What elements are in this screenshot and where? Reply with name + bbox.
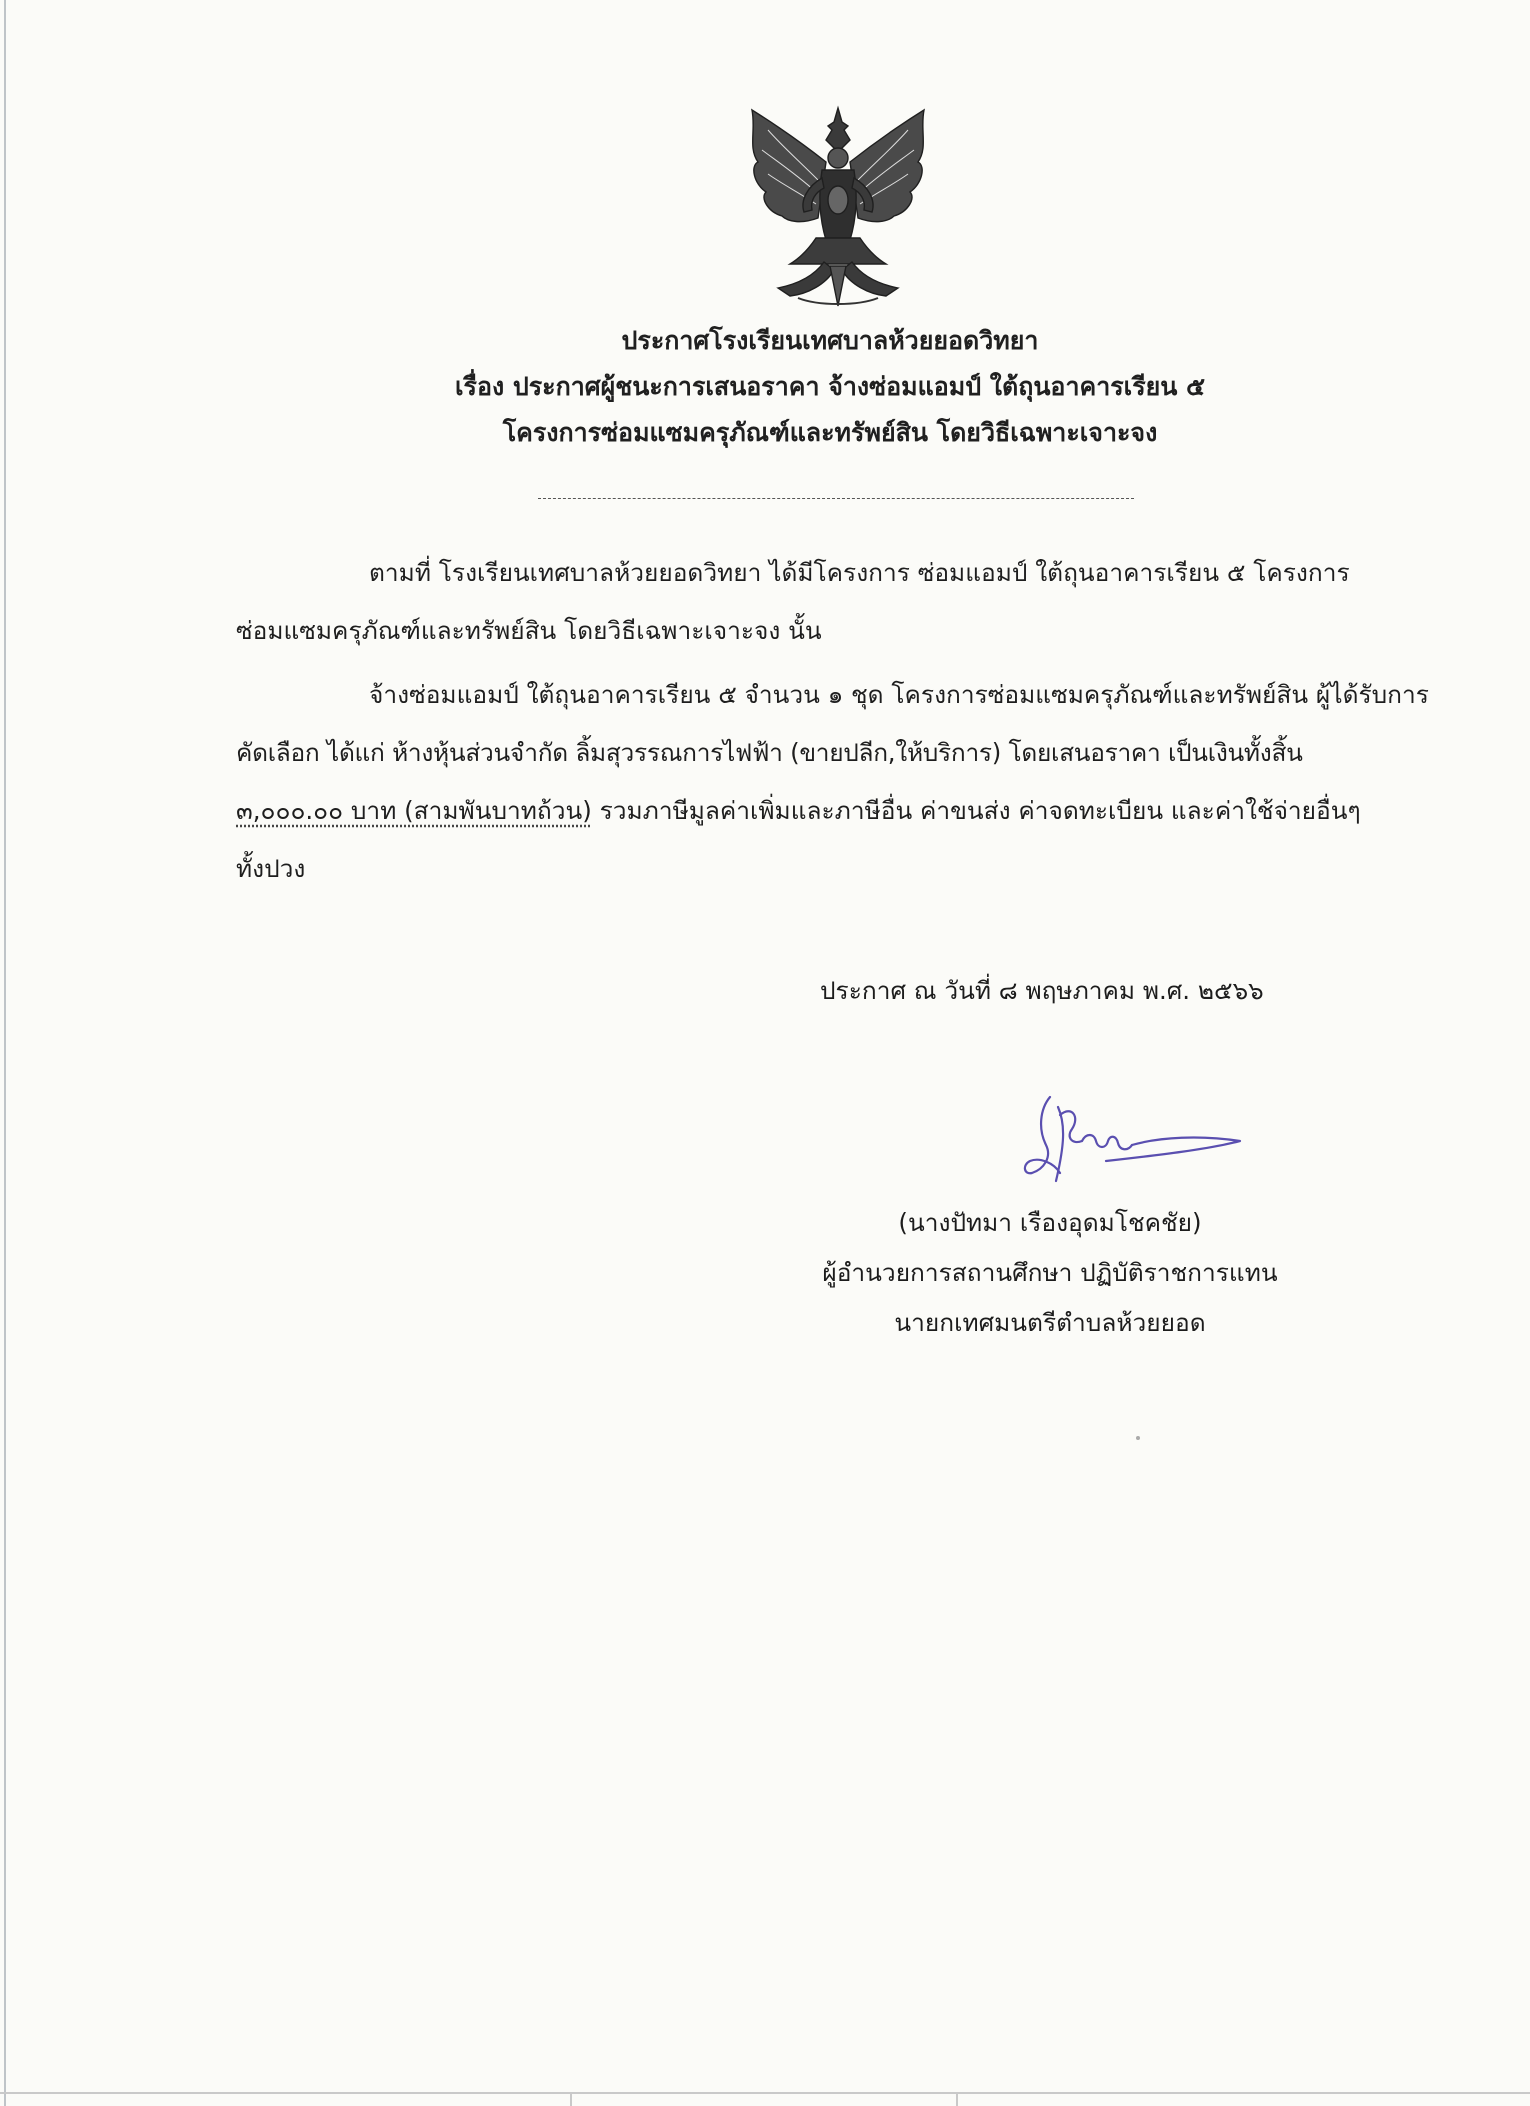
signatory-on-behalf: นายกเทศมนตรีตำบลห้วยยอด — [894, 1308, 1206, 1337]
page-bottom-tick — [956, 2094, 958, 2106]
signatory-block — [780, 1198, 1320, 1348]
header-divider — [538, 498, 1134, 499]
contract-amount: ๓,๐๐๐.๐๐ บาท (สามพันบาทถ้วน) — [236, 796, 592, 825]
paragraph-2-line-3-rest: รวมภาษีมูลค่าเพิ่มและภาษีอื่น ค่าขนส่ง ค่าจดทะเบียน และค่าใช้จ่ายอื่นๆ — [591, 796, 1361, 825]
page-bottom-tick — [570, 2094, 572, 2106]
paragraph-2-line-4: ทั้งปวง — [236, 854, 306, 883]
page-bottom-edge — [0, 2092, 1530, 2094]
announcement-date: ประกาศ ณ วันที่ ๘ พฤษภาคม พ.ศ. ๒๕๖๖ — [820, 976, 1264, 1005]
paragraph-1-line-2: ซ่อมแซมครุภัณฑ์และทรัพย์สิน โดยวิธีเฉพาะเจาะจง นั้น — [236, 616, 822, 645]
header-title: ประกาศโรงเรียนเทศบาลห้วยยอดวิทยา — [621, 326, 1039, 355]
body-paragraph-1 — [236, 544, 1431, 660]
paragraph-2-line-2: คัดเลือก ได้แก่ ห้างหุ้นส่วนจำกัด ลิ้มสุวรรณการไฟฟ้า (ขายปลีก,ให้บริการ) โดยเสนอราคา เป็นเงินทั้งสิ้น — [236, 738, 1303, 767]
body-paragraph-2 — [236, 666, 1431, 898]
signatory-position: ผู้อำนวยการสถานศึกษา ปฏิบัติราชการแทน — [822, 1258, 1278, 1287]
header-subject: เรื่อง ประกาศผู้ชนะการเสนอราคา จ้างซ่อมแอมป์ ใต้ถุนอาคารเรียน ๕ — [454, 372, 1206, 401]
announcement-header — [230, 318, 1430, 456]
scan-speck — [1136, 1436, 1140, 1440]
paragraph-2-line-1: จ้างซ่อมแอมป์ ใต้ถุนอาคารเรียน ๕ จำนวน ๑ ชุด โครงการซ่อมแซมครุภัณฑ์และทรัพย์สิน ผู้ได้รับการ — [369, 680, 1429, 709]
page-edge-line — [4, 0, 6, 2106]
handwritten-signature-icon — [1010, 1085, 1250, 1205]
signatory-name: (นางปัทมา เรืองอุดมโชคชัย) — [898, 1208, 1202, 1237]
garuda-emblem-icon — [738, 100, 938, 315]
paragraph-2-line-3 — [236, 782, 1431, 840]
paragraph-1-line-1: ตามที่ โรงเรียนเทศบาลห้วยยอดวิทยา ได้มีโครงการ ซ่อมแอมป์ ใต้ถุนอาคารเรียน ๕ โครงการ — [369, 558, 1350, 587]
header-project: โครงการซ่อมแซมครุภัณฑ์และทรัพย์สิน โดยวิธีเฉพาะเจาะจง — [502, 418, 1158, 447]
